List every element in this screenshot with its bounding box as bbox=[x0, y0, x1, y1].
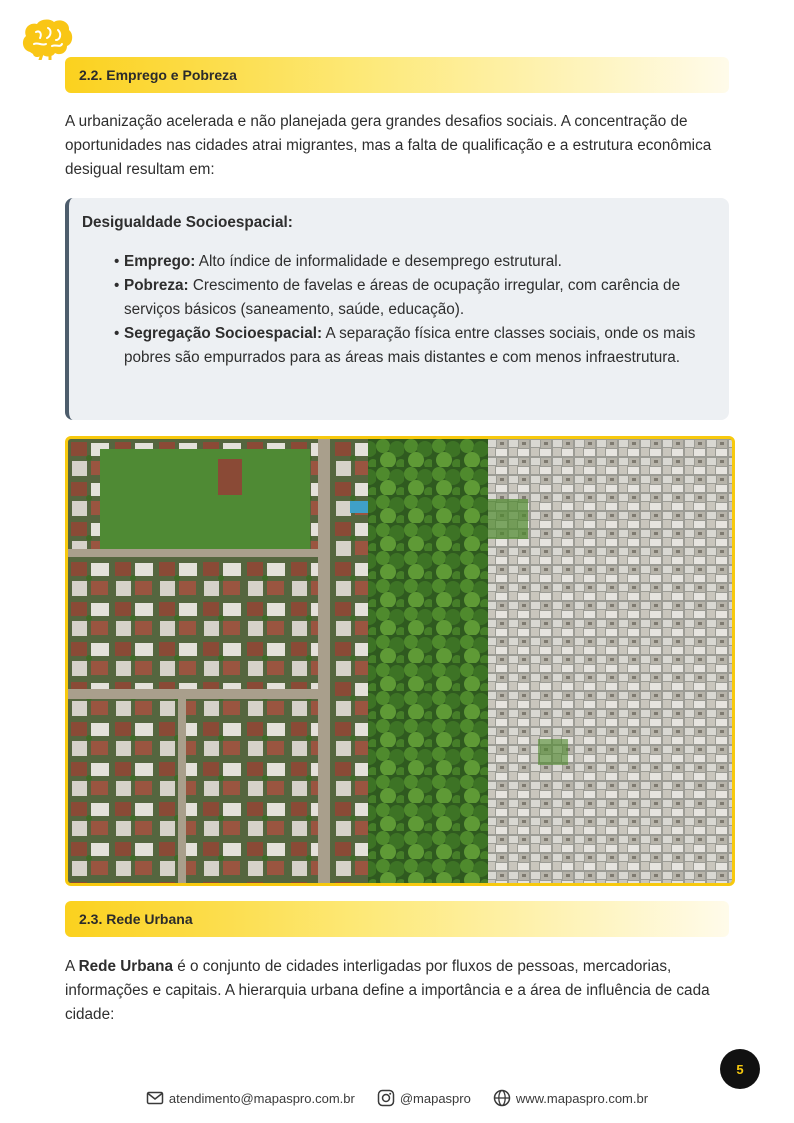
list-item-text: A separação física entre classes sociais, onde os mais pobres são empurrados para as áreas mais distantes e com menos infraestrutura. bbox=[124, 325, 696, 366]
aerial-photo bbox=[65, 436, 735, 886]
section-header-emprego-pobreza bbox=[65, 57, 729, 93]
list-item-text: Crescimento de favelas e áreas de ocupação irregular, com carência de serviços básicos (saneamento, saúde, educação). bbox=[124, 277, 681, 318]
globe-icon bbox=[493, 1089, 511, 1107]
brain-logo-icon bbox=[20, 18, 74, 60]
page-number: 5 bbox=[736, 1061, 744, 1077]
paragraph-text: A bbox=[65, 958, 79, 975]
info-box-desigualdade bbox=[65, 198, 729, 420]
intro-paragraph: A urbanização acelerada e não planejada gera grandes desafios sociais. A concentração de oportunidades nas cidades atrai migrantes, mas a falta de qualificação e a estrutura econômica desigual resultam em: bbox=[65, 113, 712, 178]
list-item bbox=[114, 250, 711, 274]
footer-website[interactable] bbox=[493, 1089, 648, 1107]
footer-website-text[interactable]: www.mapaspro.com.br bbox=[515, 1090, 649, 1106]
footer-email[interactable] bbox=[146, 1089, 355, 1107]
page-number-badge bbox=[720, 1049, 760, 1089]
list-item-text: Alto índice de informalidade e desemprego estrutural. bbox=[195, 253, 562, 270]
section-title: 2.3. Rede Urbana bbox=[79, 911, 193, 927]
paragraph-text: é o conjunto de cidades interligadas por fluxos de pessoas, mercadorias, informações e capitais. A hierarquia urbana define a importância e a área de influência de cada cidade: bbox=[65, 958, 710, 1023]
info-list bbox=[82, 250, 711, 370]
footer-email-text[interactable]: atendimento@mapaspro.com.br bbox=[168, 1090, 355, 1106]
aerial-photo-illustration bbox=[68, 439, 732, 883]
list-item bbox=[114, 274, 711, 322]
list-item bbox=[114, 322, 711, 370]
list-item-term: Emprego: bbox=[124, 253, 196, 270]
footer-instagram[interactable] bbox=[377, 1089, 471, 1107]
footer bbox=[0, 1084, 794, 1112]
list-item-term: Segregação Socioespacial: bbox=[124, 325, 323, 342]
rede-urbana-paragraph bbox=[65, 955, 729, 1027]
mail-icon bbox=[146, 1089, 164, 1107]
list-item-term: Pobreza: bbox=[124, 277, 189, 294]
instagram-icon bbox=[377, 1089, 395, 1107]
section-header-rede-urbana bbox=[65, 901, 729, 937]
section-title: 2.2. Emprego e Pobreza bbox=[79, 67, 237, 83]
footer-instagram-text[interactable]: @mapaspro bbox=[399, 1090, 471, 1106]
info-box-title: Desigualdade Socioespacial: bbox=[82, 214, 293, 231]
paragraph-term: Rede Urbana bbox=[78, 958, 173, 975]
